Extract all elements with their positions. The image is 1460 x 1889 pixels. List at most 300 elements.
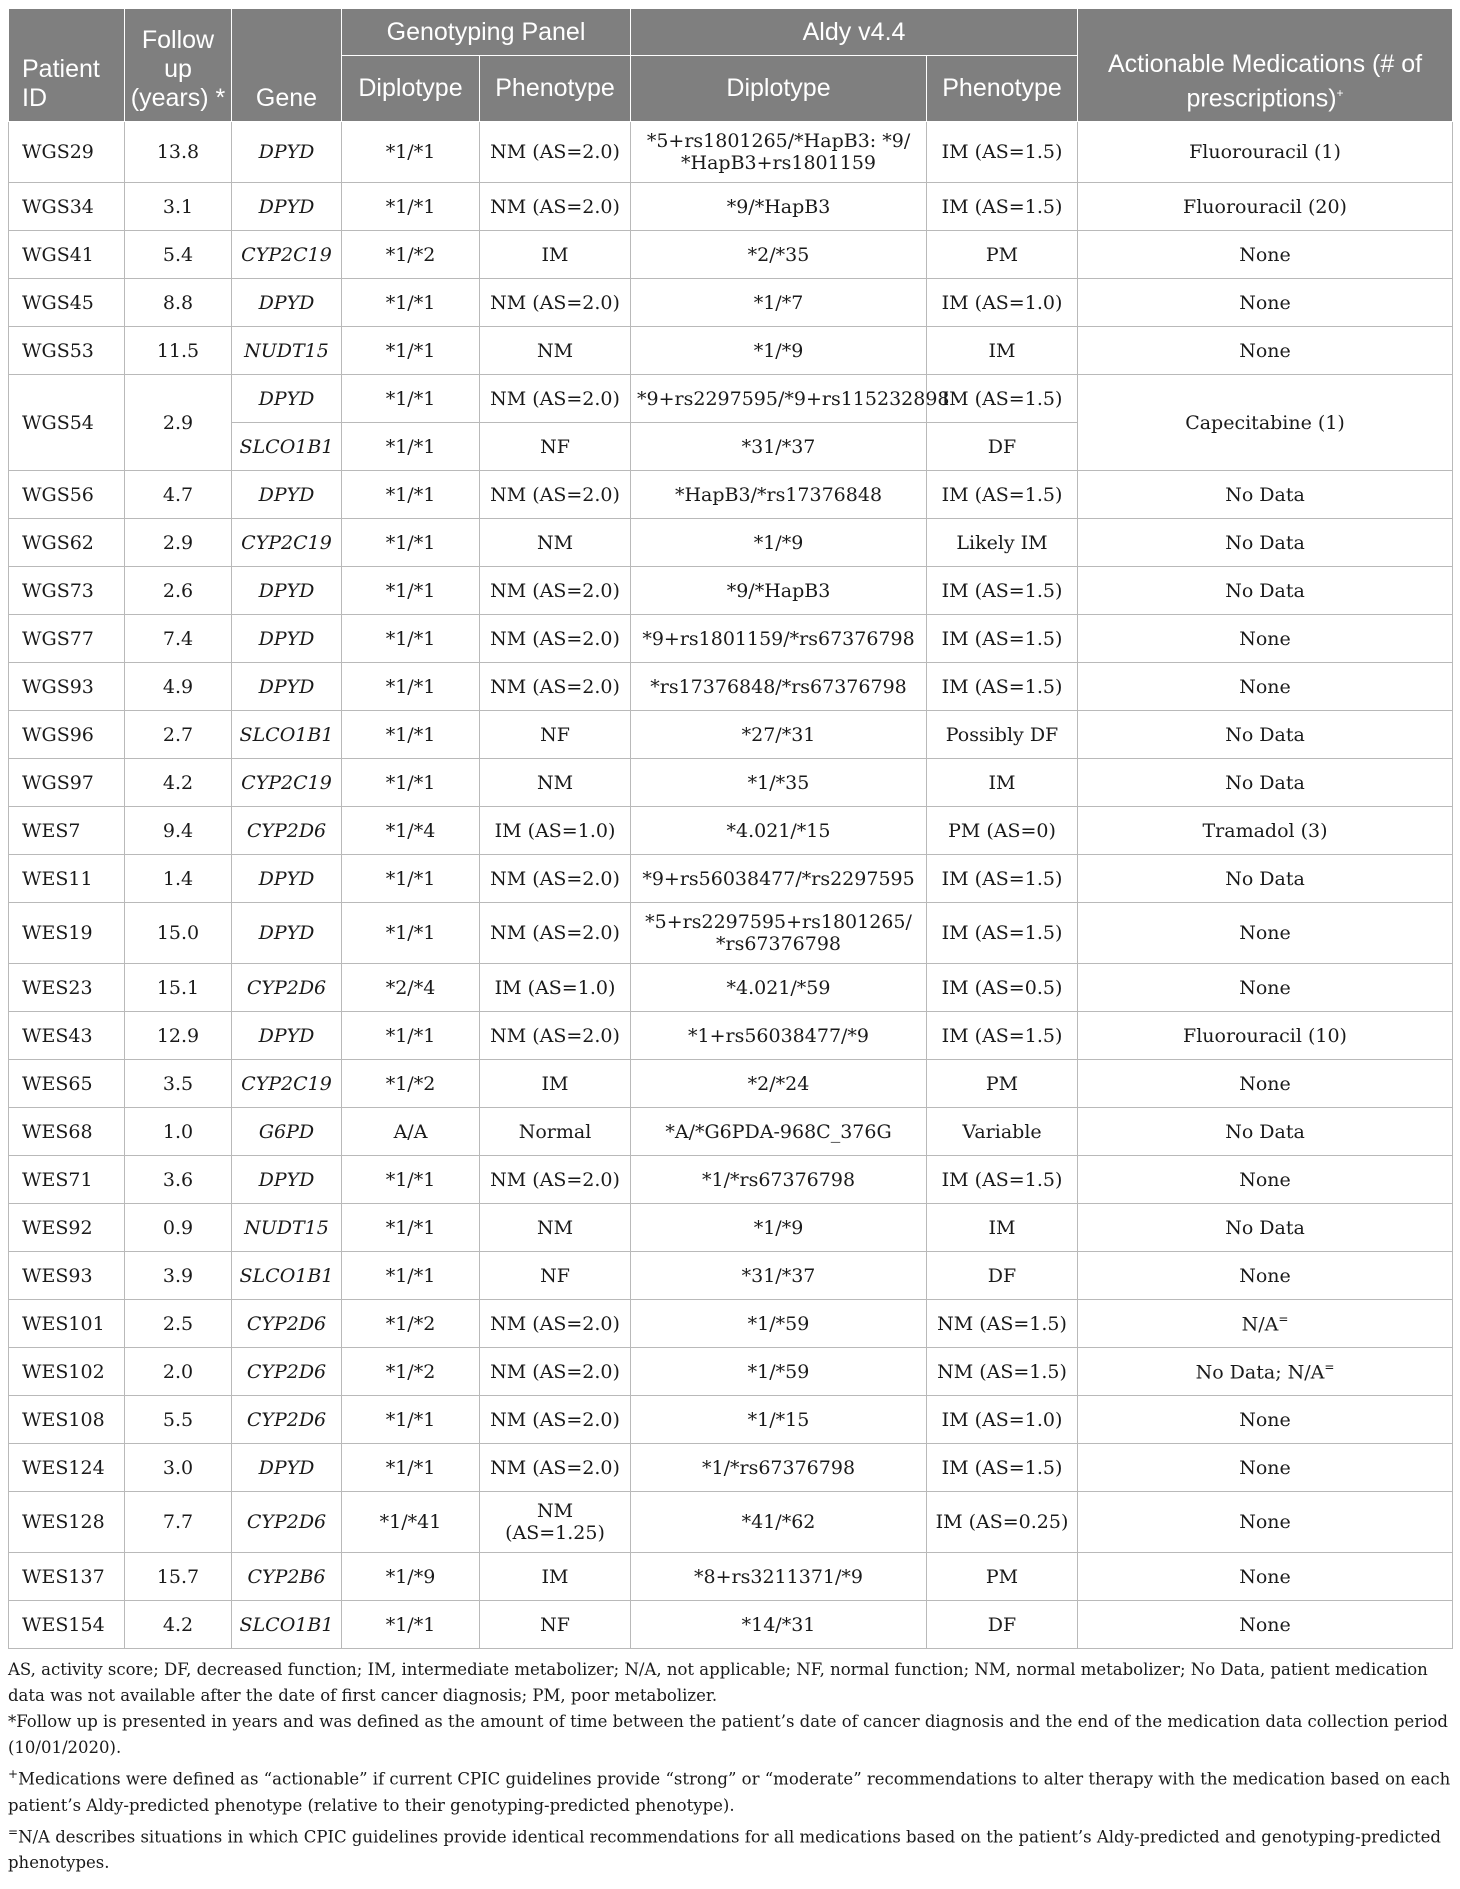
panel-diplotype-cell: *1/*2 [342, 1300, 480, 1348]
panel-diplotype-cell: *2/*4 [342, 964, 480, 1012]
panel-phenotype-cell: NM (AS=2.0) [480, 1156, 631, 1204]
results-table [8, 8, 1453, 1649]
aldy-diplotype-cell: *5+rs1801265/*HapB3: *9/ *HapB3+rs1801159 [631, 122, 927, 183]
aldy-diplotype-cell: *31/*37 [631, 423, 927, 471]
gene-cell: SLCO1B1 [232, 711, 342, 759]
table-row [9, 183, 1453, 231]
aldy-phenotype-cell: IM (AS=1.0) [927, 279, 1078, 327]
medications-cell [1078, 1300, 1453, 1348]
aldy-phenotype-cell: DF [927, 1601, 1078, 1649]
panel-phenotype-cell: NM (AS=2.0) [480, 122, 631, 183]
patient-id-cell: WGS96 [9, 711, 125, 759]
table-row [9, 375, 1453, 423]
panel-diplotype-cell: *1/*1 [342, 122, 480, 183]
panel-phenotype-cell: NM (AS=2.0) [480, 375, 631, 423]
table-row [9, 519, 1453, 567]
panel-phenotype-cell: NF [480, 711, 631, 759]
panel-phenotype-cell: NM (AS=1.25) [480, 1492, 631, 1553]
header-actionable-medications: Actionable Medications (# of prescriptions)+ [1078, 9, 1453, 122]
follow-up-cell: 3.5 [125, 1060, 232, 1108]
medications-cell [1078, 183, 1453, 231]
table-row [9, 663, 1453, 711]
medications-text: None [1239, 339, 1291, 362]
medications-text: None [1239, 1408, 1291, 1431]
header-aldy: Aldy v4.4 [631, 9, 1078, 56]
follow-up-cell: 3.6 [125, 1156, 232, 1204]
table-header [9, 9, 1453, 122]
medications-text: None [1239, 1613, 1291, 1636]
follow-up-cell: 5.5 [125, 1396, 232, 1444]
patient-id-cell: WES7 [9, 807, 125, 855]
follow-up-cell: 4.2 [125, 1601, 232, 1649]
medications-text: Fluorouracil (20) [1183, 195, 1347, 218]
panel-diplotype-cell: *1/*1 [342, 375, 480, 423]
gene-cell: DPYD [232, 567, 342, 615]
gene-cell: CYP2D6 [232, 964, 342, 1012]
medications-cell [1078, 231, 1453, 279]
gene-cell: DPYD [232, 1444, 342, 1492]
aldy-diplotype-cell: *9/*HapB3 [631, 567, 927, 615]
aldy-phenotype-cell: Variable [927, 1108, 1078, 1156]
aldy-diplotype-cell: *rs17376848/*rs67376798 [631, 663, 927, 711]
panel-phenotype-cell: NM [480, 327, 631, 375]
follow-up-cell: 2.9 [125, 519, 232, 567]
aldy-diplotype-cell: *1/*rs67376798 [631, 1156, 927, 1204]
aldy-phenotype-cell: PM [927, 231, 1078, 279]
medications-text: None [1239, 243, 1291, 266]
table-footnotes [8, 1657, 1452, 1876]
panel-phenotype-cell: NM (AS=2.0) [480, 903, 631, 964]
medications-text: None [1239, 1511, 1291, 1533]
medications-text: None [1239, 1264, 1291, 1287]
patient-id-cell: WGS73 [9, 567, 125, 615]
gene-cell: CYP2C19 [232, 759, 342, 807]
panel-phenotype-cell: NM [480, 759, 631, 807]
aldy-diplotype-cell: *9/*HapB3 [631, 183, 927, 231]
gene-cell: CYP2D6 [232, 1492, 342, 1553]
medications-text: N/A [1241, 1313, 1279, 1336]
panel-diplotype-cell: *1/*1 [342, 1444, 480, 1492]
patient-id-cell: WES19 [9, 903, 125, 964]
panel-diplotype-cell: *1/*1 [342, 903, 480, 964]
aldy-phenotype-cell: IM (AS=1.5) [927, 122, 1078, 183]
panel-diplotype-cell: *1/*1 [342, 855, 480, 903]
patient-id-cell: WES43 [9, 1012, 125, 1060]
table-row [9, 567, 1453, 615]
medications-cell [1078, 279, 1453, 327]
panel-diplotype-cell: *1/*2 [342, 1060, 480, 1108]
table-row [9, 122, 1453, 183]
patient-id-cell: WES93 [9, 1252, 125, 1300]
follow-up-cell: 2.7 [125, 711, 232, 759]
table-row [9, 1252, 1453, 1300]
medications-cell [1078, 1012, 1453, 1060]
panel-diplotype-cell: *1/*1 [342, 1156, 480, 1204]
medications-cell [1078, 1156, 1453, 1204]
panel-diplotype-cell: *1/*41 [342, 1492, 480, 1553]
patient-id-cell: WES11 [9, 855, 125, 903]
aldy-phenotype-cell: DF [927, 423, 1078, 471]
medications-cell [1078, 711, 1453, 759]
panel-phenotype-cell: NM (AS=2.0) [480, 183, 631, 231]
table-row [9, 711, 1453, 759]
medications-text: None [1239, 627, 1291, 650]
table-row [9, 231, 1453, 279]
follow-up-cell: 9.4 [125, 807, 232, 855]
aldy-phenotype-cell: DF [927, 1252, 1078, 1300]
aldy-phenotype-cell: IM (AS=1.5) [927, 1012, 1078, 1060]
table-row [9, 1444, 1453, 1492]
aldy-phenotype-cell: IM (AS=1.5) [927, 615, 1078, 663]
follow-up-cell: 11.5 [125, 327, 232, 375]
patient-id-cell: WES154 [9, 1601, 125, 1649]
follow-up-cell: 4.2 [125, 759, 232, 807]
panel-phenotype-cell: NF [480, 1252, 631, 1300]
panel-phenotype-cell: IM (AS=1.0) [480, 807, 631, 855]
gene-cell: DPYD [232, 471, 342, 519]
patient-id-cell: WES65 [9, 1060, 125, 1108]
table-row [9, 1492, 1453, 1553]
medications-text: Fluorouracil (10) [1183, 1024, 1347, 1047]
aldy-phenotype-cell: NM (AS=1.5) [927, 1300, 1078, 1348]
table-row [9, 1348, 1453, 1396]
aldy-diplotype-cell: *1/*9 [631, 1204, 927, 1252]
aldy-phenotype-cell: IM (AS=1.5) [927, 663, 1078, 711]
aldy-phenotype-cell: IM (AS=1.5) [927, 855, 1078, 903]
header-patient-id: Patient ID [9, 9, 125, 122]
table-row [9, 471, 1453, 519]
medications-text: No Data [1225, 771, 1305, 794]
medications-text: No Data [1225, 867, 1305, 890]
panel-phenotype-cell: NF [480, 1601, 631, 1649]
panel-diplotype-cell: *1/*1 [342, 615, 480, 663]
aldy-diplotype-cell: *1/*59 [631, 1300, 927, 1348]
aldy-diplotype-cell: *1/*35 [631, 759, 927, 807]
panel-diplotype-cell: *1/*4 [342, 807, 480, 855]
medications-text: No Data [1225, 1120, 1305, 1143]
patient-id-cell: WGS93 [9, 663, 125, 711]
table-container [8, 8, 1452, 1876]
follow-up-cell: 5.4 [125, 231, 232, 279]
panel-phenotype-cell: NM [480, 519, 631, 567]
follow-up-cell: 7.7 [125, 1492, 232, 1553]
table-row [9, 1396, 1453, 1444]
panel-phenotype-cell: NM (AS=2.0) [480, 471, 631, 519]
gene-cell: SLCO1B1 [232, 1601, 342, 1649]
gene-cell: DPYD [232, 1012, 342, 1060]
medications-text: None [1239, 976, 1291, 999]
gene-cell: DPYD [232, 855, 342, 903]
panel-phenotype-cell: IM (AS=1.0) [480, 964, 631, 1012]
medications-cell [1078, 964, 1453, 1012]
aldy-diplotype-cell: *HapB3/*rs17376848 [631, 471, 927, 519]
medications-cell [1078, 1108, 1453, 1156]
aldy-phenotype-cell: Possibly DF [927, 711, 1078, 759]
medications-text: None [1239, 675, 1291, 698]
follow-up-cell: 3.9 [125, 1252, 232, 1300]
gene-cell: CYP2D6 [232, 1396, 342, 1444]
patient-id-cell: WGS77 [9, 615, 125, 663]
patient-id-cell: WES101 [9, 1300, 125, 1348]
follow-up-cell: 1.0 [125, 1108, 232, 1156]
table-row [9, 855, 1453, 903]
medications-text: No Data [1225, 483, 1305, 506]
aldy-diplotype-cell: *1/*9 [631, 327, 927, 375]
aldy-diplotype-cell: *1+rs56038477/*9 [631, 1012, 927, 1060]
header-panel-phenotype: Phenotype [480, 56, 631, 122]
follow-up-cell: 3.1 [125, 183, 232, 231]
table-row [9, 279, 1453, 327]
medications-cell [1078, 615, 1453, 663]
abbreviations-note: AS, activity score; DF, decreased function; IM, intermediate metabolizer; N/A, not applicable; NF, normal function; NM, normal metabolizer; No Data, patient medication data was not available after the date of first cancer diagnosis; PM, poor metabolizer. [8, 1660, 1428, 1705]
aldy-phenotype-cell: Likely IM [927, 519, 1078, 567]
medications-text: None [1239, 1072, 1291, 1095]
medications-cell [1078, 1348, 1453, 1396]
panel-phenotype-cell: NM (AS=2.0) [480, 1396, 631, 1444]
panel-diplotype-cell: *1/*1 [342, 1252, 480, 1300]
patient-id-cell: WGS62 [9, 519, 125, 567]
panel-diplotype-cell: *1/*2 [342, 1348, 480, 1396]
follow-up-cell: 2.0 [125, 1348, 232, 1396]
medications-text: None [1239, 922, 1291, 944]
aldy-diplotype-cell: *4.021/*59 [631, 964, 927, 1012]
medications-cell [1078, 1492, 1453, 1553]
panel-diplotype-cell: *1/*1 [342, 327, 480, 375]
aldy-phenotype-cell: IM (AS=1.5) [927, 903, 1078, 964]
na-mark: = [1324, 1359, 1335, 1374]
medications-cell [1078, 1204, 1453, 1252]
patient-id-cell: WGS53 [9, 327, 125, 375]
medications-cell [1078, 567, 1453, 615]
aldy-diplotype-cell: *1/*59 [631, 1348, 927, 1396]
gene-cell: CYP2C19 [232, 1060, 342, 1108]
panel-diplotype-cell: *1/*1 [342, 1601, 480, 1649]
header-gene: Gene [232, 9, 342, 122]
panel-phenotype-cell: NM (AS=2.0) [480, 567, 631, 615]
header-genotyping-panel: Genotyping Panel [342, 9, 631, 56]
gene-cell: G6PD [232, 1108, 342, 1156]
patient-id-cell: WES124 [9, 1444, 125, 1492]
follow-up-cell: 2.9 [125, 375, 232, 471]
panel-diplotype-cell: *1/*1 [342, 1012, 480, 1060]
header-follow-up: Follow up (years) * [125, 9, 232, 122]
actionable-footnote: +Medications were defined as “actionable” if current CPIC guidelines provide “strong” or “moderate” recommendations to alter therapy with the medication based on each patient’s Aldy-predicted phenotype (relative to their genotyping-predicted phenotype). [8, 1767, 1451, 1815]
panel-diplotype-cell: A/A [342, 1108, 480, 1156]
medications-cell [1078, 807, 1453, 855]
follow-up-cell: 2.6 [125, 567, 232, 615]
panel-phenotype-cell: NF [480, 423, 631, 471]
table-row [9, 1553, 1453, 1601]
panel-diplotype-cell: *1/*1 [342, 279, 480, 327]
follow-up-mark: * [215, 84, 226, 112]
aldy-phenotype-cell: IM (AS=1.5) [927, 183, 1078, 231]
aldy-phenotype-cell: PM [927, 1553, 1078, 1601]
follow-up-cell: 15.1 [125, 964, 232, 1012]
table-body [9, 122, 1453, 1649]
panel-diplotype-cell: *1/*1 [342, 423, 480, 471]
gene-cell: SLCO1B1 [232, 423, 342, 471]
patient-id-cell: WES102 [9, 1348, 125, 1396]
follow-up-cell: 15.7 [125, 1553, 232, 1601]
medications-cell [1078, 663, 1453, 711]
table-row [9, 1156, 1453, 1204]
medications-text: Tramadol (3) [1202, 819, 1328, 842]
medications-text: No Data [1225, 723, 1305, 746]
panel-diplotype-cell: *1/*1 [342, 1204, 480, 1252]
follow-up-cell: 4.7 [125, 471, 232, 519]
gene-cell: DPYD [232, 279, 342, 327]
aldy-phenotype-cell: IM (AS=1.5) [927, 567, 1078, 615]
patient-id-cell: WES108 [9, 1396, 125, 1444]
medications-text: No Data; N/A [1195, 1361, 1325, 1384]
medications-text: Fluorouracil (1) [1189, 141, 1341, 163]
header-aldy-diplotype: Diplotype [631, 56, 927, 122]
aldy-diplotype-cell: *1/*rs67376798 [631, 1444, 927, 1492]
aldy-diplotype-cell: *14/*31 [631, 1601, 927, 1649]
gene-cell: CYP2D6 [232, 1348, 342, 1396]
header-aldy-phenotype: Phenotype [927, 56, 1078, 122]
panel-phenotype-cell: NM (AS=2.0) [480, 615, 631, 663]
follow-up-cell: 3.0 [125, 1444, 232, 1492]
patient-id-cell: WES128 [9, 1492, 125, 1553]
aldy-phenotype-cell: IM (AS=1.0) [927, 1396, 1078, 1444]
follow-up-cell: 0.9 [125, 1204, 232, 1252]
panel-diplotype-cell: *1/*2 [342, 231, 480, 279]
gene-cell: CYP2D6 [232, 807, 342, 855]
panel-diplotype-cell: *1/*1 [342, 759, 480, 807]
panel-phenotype-cell: NM [480, 1204, 631, 1252]
medications-cell [1078, 1060, 1453, 1108]
panel-diplotype-cell: *1/*1 [342, 519, 480, 567]
follow-up-cell: 1.4 [125, 855, 232, 903]
follow-up-cell: 7.4 [125, 615, 232, 663]
actionable-mark: + [1336, 85, 1344, 100]
follow-up-cell: 12.9 [125, 1012, 232, 1060]
patient-id-cell: WGS56 [9, 471, 125, 519]
gene-cell: DPYD [232, 1156, 342, 1204]
panel-diplotype-cell: *1/*1 [342, 663, 480, 711]
medications-cell [1078, 903, 1453, 964]
table-row [9, 1204, 1453, 1252]
aldy-phenotype-cell: IM [927, 327, 1078, 375]
panel-phenotype-cell: NM (AS=2.0) [480, 1348, 631, 1396]
aldy-phenotype-cell: IM (AS=1.5) [927, 375, 1078, 423]
patient-id-cell: WGS34 [9, 183, 125, 231]
aldy-diplotype-cell: *9+rs2297595/*9+rs115232898 [631, 375, 927, 423]
header-panel-diplotype: Diplotype [342, 56, 480, 122]
aldy-phenotype-cell: IM (AS=0.25) [927, 1492, 1078, 1553]
aldy-phenotype-cell: PM (AS=0) [927, 807, 1078, 855]
patient-id-cell: WGS45 [9, 279, 125, 327]
follow-up-cell: 13.8 [125, 122, 232, 183]
table-row [9, 1060, 1453, 1108]
panel-phenotype-cell: NM (AS=2.0) [480, 1444, 631, 1492]
gene-cell: CYP2D6 [232, 1300, 342, 1348]
medications-text: No Data [1225, 531, 1305, 554]
panel-diplotype-cell: *1/*1 [342, 567, 480, 615]
follow-up-footnote: *Follow up is presented in years and was defined as the amount of time between the patient’s date of cancer diagnosis and the end of the medication data collection period (10/01/2020). [8, 1712, 1448, 1757]
gene-cell: NUDT15 [232, 1204, 342, 1252]
aldy-phenotype-cell: IM (AS=0.5) [927, 964, 1078, 1012]
aldy-diplotype-cell: *4.021/*15 [631, 807, 927, 855]
aldy-diplotype-cell: *2/*35 [631, 231, 927, 279]
follow-up-cell: 2.5 [125, 1300, 232, 1348]
gene-cell: DPYD [232, 615, 342, 663]
medications-text: None [1239, 1456, 1291, 1479]
panel-phenotype-cell: NM (AS=2.0) [480, 855, 631, 903]
aldy-phenotype-cell: IM (AS=1.5) [927, 1444, 1078, 1492]
table-row [9, 1601, 1453, 1649]
panel-diplotype-cell: *1/*1 [342, 711, 480, 759]
gene-cell: DPYD [232, 122, 342, 183]
follow-up-cell: 8.8 [125, 279, 232, 327]
medications-cell [1078, 1553, 1453, 1601]
gene-cell: CYP2B6 [232, 1553, 342, 1601]
aldy-phenotype-cell: NM (AS=1.5) [927, 1348, 1078, 1396]
panel-phenotype-cell: NM (AS=2.0) [480, 663, 631, 711]
patient-id-cell: WES71 [9, 1156, 125, 1204]
table-row [9, 807, 1453, 855]
aldy-diplotype-cell: *27/*31 [631, 711, 927, 759]
panel-diplotype-cell: *1/*1 [342, 471, 480, 519]
table-row [9, 759, 1453, 807]
table-row [9, 903, 1453, 964]
panel-phenotype-cell: IM [480, 1553, 631, 1601]
aldy-diplotype-cell: *31/*37 [631, 1252, 927, 1300]
panel-phenotype-cell: IM [480, 1060, 631, 1108]
medications-cell [1078, 519, 1453, 567]
gene-cell: DPYD [232, 663, 342, 711]
medications-cell [1078, 1396, 1453, 1444]
aldy-phenotype-cell: IM [927, 759, 1078, 807]
panel-phenotype-cell: NM (AS=2.0) [480, 279, 631, 327]
na-footnote: =N/A describes situations in which CPIC guidelines provide identical recommendations for all medications based on the patient’s Aldy-predicted and genotyping-predicted phenotypes. [8, 1824, 1441, 1872]
medications-cell [1078, 327, 1453, 375]
aldy-phenotype-cell: IM [927, 1204, 1078, 1252]
aldy-diplotype-cell: *41/*62 [631, 1492, 927, 1553]
aldy-diplotype-cell: *8+rs3211371/*9 [631, 1553, 927, 1601]
aldy-diplotype-cell: *1/*9 [631, 519, 927, 567]
aldy-phenotype-cell: PM [927, 1060, 1078, 1108]
table-row [9, 1300, 1453, 1348]
panel-diplotype-cell: *1/*9 [342, 1553, 480, 1601]
table-row [9, 327, 1453, 375]
panel-diplotype-cell: *1/*1 [342, 1396, 480, 1444]
table-row [9, 1012, 1453, 1060]
panel-phenotype-cell: Normal [480, 1108, 631, 1156]
aldy-diplotype-cell: *A/*G6PDA-968C_376G [631, 1108, 927, 1156]
aldy-diplotype-cell: *2/*24 [631, 1060, 927, 1108]
patient-id-cell: WES137 [9, 1553, 125, 1601]
medications-cell [1078, 1252, 1453, 1300]
aldy-phenotype-cell: IM (AS=1.5) [927, 1156, 1078, 1204]
medications-cell [1078, 759, 1453, 807]
aldy-phenotype-cell: IM (AS=1.5) [927, 471, 1078, 519]
aldy-diplotype-cell: *1/*15 [631, 1396, 927, 1444]
aldy-diplotype-cell: *5+rs2297595+rs1801265/ *rs67376798 [631, 903, 927, 964]
patient-id-cell: WES23 [9, 964, 125, 1012]
gene-cell: NUDT15 [232, 327, 342, 375]
medications-cell [1078, 375, 1453, 471]
medications-text: None [1239, 1565, 1291, 1588]
na-mark: = [1278, 1311, 1289, 1326]
medications-text: Capecitabine (1) [1185, 411, 1345, 434]
gene-cell: CYP2C19 [232, 519, 342, 567]
panel-phenotype-cell: IM [480, 231, 631, 279]
gene-cell: DPYD [232, 903, 342, 964]
medications-text: None [1239, 291, 1291, 314]
medications-cell [1078, 1444, 1453, 1492]
